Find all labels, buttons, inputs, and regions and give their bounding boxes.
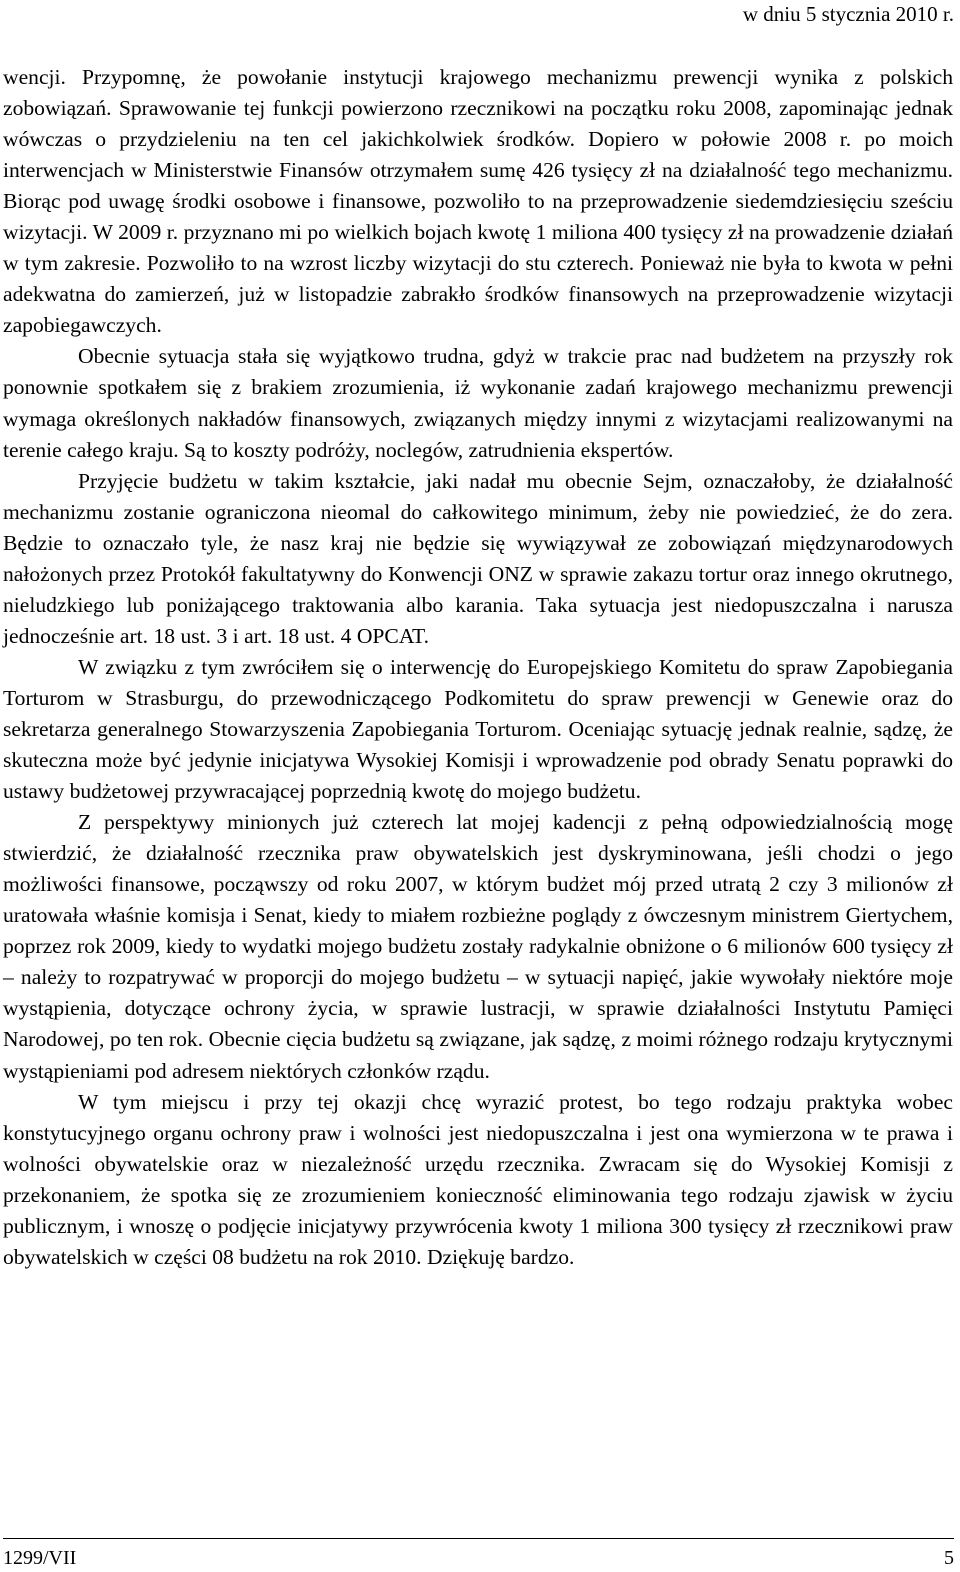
paragraph-1: wencji. Przypomnę, że powołanie instytucji krajowego mechanizmu prewencji wynika z polskich zobowiązań. Sprawowanie tej funkcji powierzono rzecznikowi na początku roku 2008, zapominając jednak wówczas o przydzieleniu na ten cel jakichkolwiek środków. Dopiero w połowie 2008 r. po moich interwencjach w Ministerstwie Finansów otrzymałem sumę 426 tysięcy zł na działalność tego mechanizmu. Biorąc pod uwagę środki osobowe i finansowe, pozwoliło to na przeprowadzenie siedemdziesięciu sześciu wizytacji. W 2009 r. przyznano mi po wielkich bojach kwotę 1 miliona 400 tysięcy zł na prowadzenie działań w tym zakresie. Pozwoliło to na wzrost liczby wizytacji do stu czterech. Ponieważ nie była to kwota w pełni adekwatna do zamierzeń, już w listopadzie zabrakło środków finansowych na przeprowadzenie wizytacji zapobiegawczych. bbox=[3, 65, 953, 338]
document-body bbox=[3, 62, 953, 1273]
paragraph-6: W tym miejscu i przy tej okazji chcę wyrazić protest, bo tego rodzaju praktyka wobec konstytucyjnego organu ochrony praw i wolności jest niedopuszczalna i jest ona wymierzona w te prawa i wolności obywatelskie oraz w niezależność urzędu rzecznika. Zwracam się do Wysokiej Komisji z przekonaniem, że spotka się ze zrozumieniem konieczność eliminowania tego rodzaju zjawisk w życiu publicznym, i wnoszę o podjęcie inicjatywy przywrócenia kwoty 1 miliona 300 tysięcy zł rzecznikowi praw obywatelskich w części 08 budżetu na rok 2010. Dziękuję bardzo. bbox=[3, 1089, 953, 1269]
page-header-date: w dniu 5 stycznia 2010 r. bbox=[742, 2, 954, 26]
page-footer bbox=[3, 1538, 954, 1569]
paragraph-4: W związku z tym zwróciłem się o interwencję do Europejskiego Komitetu do spraw Zapobiegania Torturom w Strasburgu, do przewodniczącego Podkomitetu do spraw prewencji w Genewie oraz do sekretarza generalnego Stowarzyszenia Zapobiegania Torturom. Oceniając sytuację jednak realnie, sądzę, że skuteczna może być jedynie inicjatywa Wysokiej Komisji i wprowadzenie pod obrady Senatu poprawki do ustawy budżetowej przywracającej poprzednią kwotę do mojego budżetu. bbox=[3, 654, 953, 804]
paragraph-3: Przyjęcie budżetu w takim kształcie, jaki nadał mu obecnie Sejm, oznaczałoby, że działalność mechanizmu zostanie ograniczona nieomal do całkowitego minimum, żeby nie powiedzieć, że do zera. Będzie to oznaczało tyle, że nasz kraj nie będzie się wywiązywał ze zobowiązań międzynarodowych nałożonych przez Protokół fakultatywny do Konwencji ONZ w sprawie zakazu tortur oraz innego okrutnego, nieludzkiego lub poniżającego traktowania albo karania. Taka sytuacja jest niedopuszczalna i narusza jednocześnie art. 18 ust. 3 i art. 18 ust. 4 OPCAT. bbox=[3, 468, 953, 648]
paragraph-5: Z perspektywy minionych już czterech lat mojej kadencji z pełną odpowiedzialnością mogę stwierdzić, że działalność rzecznika praw obywatelskich jest dyskryminowana, jeśli chodzi o jego możliwości finansowe, począwszy od roku 2007, w którym budżet mój przed utratą 2 czy 3 milionów zł uratowała właśnie komisja i Senat, kiedy to miałem rozbieżne poglądy z ówczesnym ministrem Giertychem, poprzez rok 2009, kiedy to wydatki mojego budżetu zostały radykalnie obniżone o 6 milionów 600 tysięcy zł – należy to rozpatrywać w proporcji do mojego budżetu – w sytuacji napięć, jakie wywołały niektóre moje wystąpienia, dotyczące ochrony życia, w sprawie lustracji, w sprawie działalności Instytutu Pamięci Narodowej, po ten rok. Obecnie cięcia budżetu są związane, jak sądzę, z moimi różnego rodzaju krytycznymi wystąpieniami pod adresem niektórych członków rządu. bbox=[3, 810, 953, 1083]
page-number: 5 bbox=[944, 1547, 954, 1569]
document-number: 1299/VII bbox=[3, 1547, 77, 1569]
paragraph-2: Obecnie sytuacja stała się wyjątkowo trudna, gdyż w trakcie prac nad budżetem na przyszły rok ponownie spotkałem się z brakiem zrozumienia, iż wykonanie zadań krajowego mechanizmu prewencji wymaga określonych nakładów finansowych, związanych między innymi z wizytacjami realizowanymi na terenie całego kraju. Są to koszty podróży, noclegów, zatrudnienia ekspertów. bbox=[3, 344, 953, 462]
